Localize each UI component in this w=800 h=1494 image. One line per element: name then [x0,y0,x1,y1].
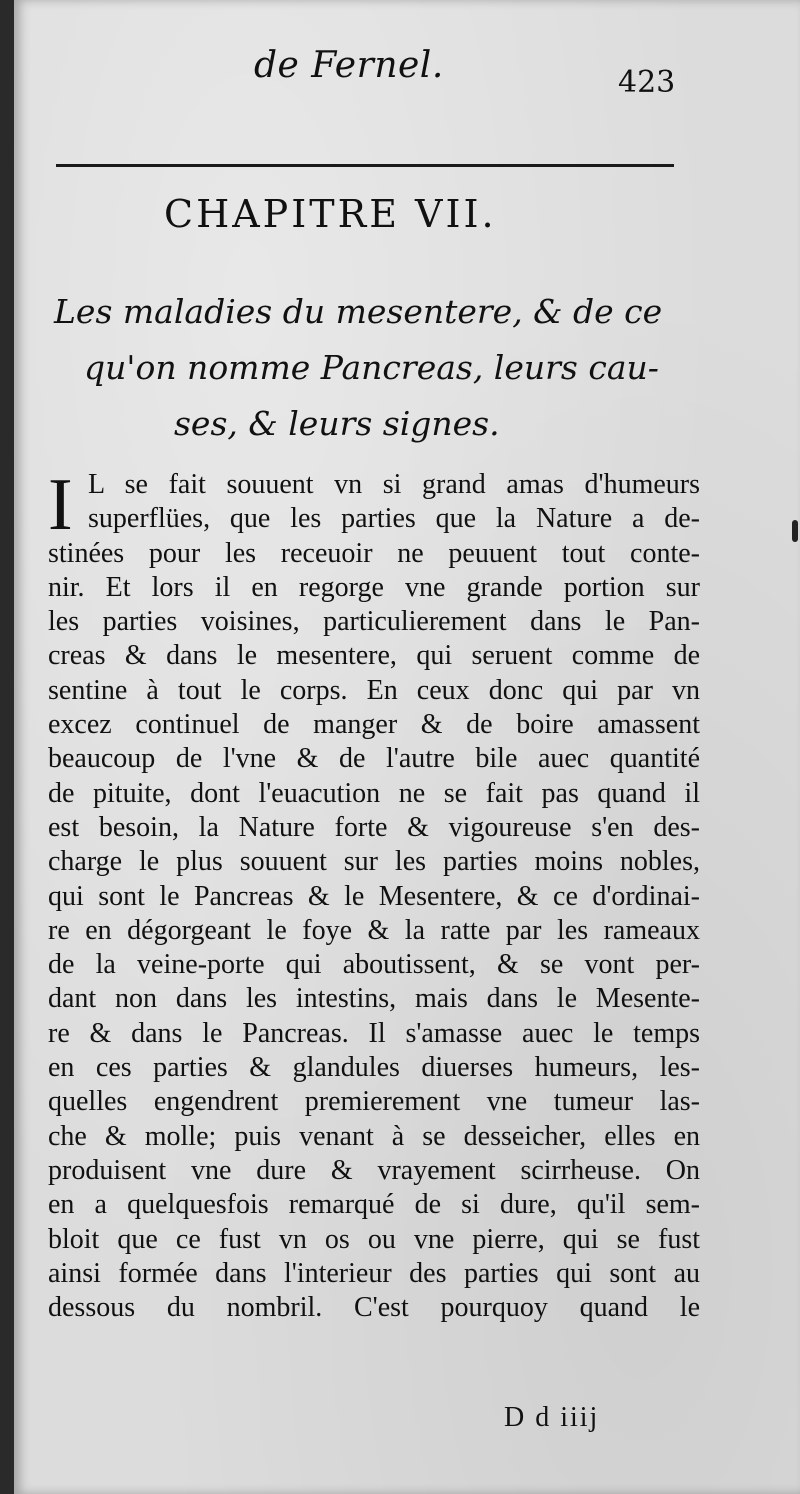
body-text [48,464,700,1325]
text-line: sentine à tout le corps. En ceux donc qui par vn [48,674,700,706]
page-edge-blemish [792,520,798,542]
text-line: bloit que ce fust vn os ou vne pierre, qui se fust [48,1223,700,1255]
chapter-title [54,284,714,452]
text-line: nir. Et lors il en regorge vne grande portion sur [48,571,700,603]
text-line: beaucoup de l'vne & de l'autre bile auec quantité [48,743,700,775]
header-rule [56,164,674,167]
drop-cap: I [48,464,73,546]
chapter-heading: CHAPITRE VII. [164,192,497,236]
text-line: re en dégorgeant le foye & la ratte par les rameaux [48,914,700,946]
text-line: excez continuel de manger & de boire amassent [48,709,700,741]
running-head: de Fernel. [254,45,444,86]
text-line: quelles engendrent premierement vne tumeur las- [48,1086,700,1118]
text-line: L se fait souuent vn si grand amas d'humeurs [88,469,700,500]
text-line: est besoin, la Nature forte & vigoureuse s'en des- [48,811,700,843]
chapter-title-line: Les maladies du mesentere, & de ce [54,292,663,331]
page-number: 423 [618,65,676,100]
text-line: de pituite, dont l'euacution ne se fait pas quand il [48,777,700,809]
text-line: produisent vne dure & vrayement scirrheuse. On [48,1154,700,1186]
text-line: superflües, que les parties que la Nature a de- [88,503,700,535]
text-line: charge le plus souuent sur les parties moins nobles, [48,846,700,878]
book-page [14,0,800,1494]
text-line: de la veine-porte qui aboutissent, & se vont per- [48,949,700,981]
chapter-title-line: ses, & leurs signes. [174,404,500,443]
chapter-title-line: qu'on nomme Pancreas, leurs cau- [84,348,659,387]
text-line: che & molle; puis venant à se desseicher, elles en [48,1120,700,1152]
text-line: stinées pour les receuoir ne peuuent tout conte- [48,537,700,569]
text-line: en a quelquesfois remarqué de si dure, qu'il sem- [48,1189,700,1221]
text-line: dant non dans les intestins, mais dans le Mesente- [48,983,700,1015]
text-line: en ces parties & glandules diuerses humeurs, les- [48,1052,700,1084]
text-line: dessous du nombril. C'est pourquoy quand le [48,1292,700,1324]
text-line: qui sont le Pancreas & le Mesentere, & ce d'ordinai- [48,880,700,912]
text-line: creas & dans le mesentere, qui seruent comme de [48,640,700,672]
signature-mark: D d iiij [504,1402,600,1433]
text-line: les parties voisines, particulierement dans le Pan- [48,606,700,638]
text-line: re & dans le Pancreas. Il s'amasse auec le temps [48,1017,700,1049]
text-line: ainsi formée dans l'interieur des parties qui sont au [48,1257,700,1289]
